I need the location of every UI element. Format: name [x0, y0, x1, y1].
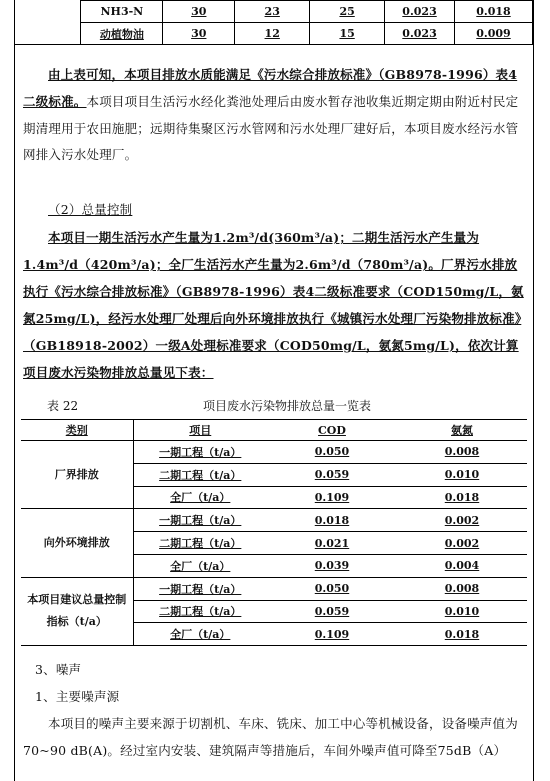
cod-cell: 0.050 [267, 577, 397, 600]
cell-value: 12 [235, 23, 310, 45]
category-cell: 厂界排放 [21, 441, 133, 509]
column-header: 项目 [133, 420, 267, 441]
item-cell: 全厂（t/a） [133, 486, 267, 509]
table-caption [15, 397, 533, 417]
table-row [21, 509, 527, 532]
category-cell: 向外环境排放 [21, 509, 133, 577]
ammonia-cell: 0.008 [397, 441, 527, 464]
table-number: 表 22 [47, 399, 79, 413]
cod-cell: 0.109 [267, 623, 397, 646]
ammonia-cell: 0.018 [397, 486, 527, 509]
table-row [21, 441, 527, 464]
item-cell: 二期工程（t/a） [133, 600, 267, 623]
cod-cell: 0.059 [267, 600, 397, 623]
cod-cell: 0.039 [267, 554, 397, 577]
cell-value: 23 [235, 1, 310, 23]
item-cell: 一期工程（t/a） [133, 509, 267, 532]
column-header: 氨氮 [397, 420, 527, 441]
item-cell: 二期工程（t/a） [133, 532, 267, 555]
noise-source-heading: 1、主要噪声源 [35, 689, 120, 704]
cell-value: 30 [163, 23, 235, 45]
cell-value: 0.009 [455, 23, 533, 45]
wastewater-total-table [21, 419, 527, 646]
table-title: 项目废水污染物排放总量一览表 [203, 399, 372, 413]
item-cell: 二期工程（t/a） [133, 463, 267, 486]
conclusion-paragraph [23, 62, 527, 169]
ammonia-cell: 0.004 [397, 554, 527, 577]
pollutant-name: NH3-N [81, 1, 163, 23]
ammonia-cell: 0.002 [397, 532, 527, 555]
ammonia-cell: 0.008 [397, 577, 527, 600]
table-row [15, 1, 533, 23]
ammonia-cell: 0.010 [397, 463, 527, 486]
cell-value: 30 [163, 1, 235, 23]
pollutant-name: 动植物油 [81, 23, 163, 45]
table-row [15, 23, 533, 45]
cod-cell: 0.059 [267, 463, 397, 486]
item-cell: 全厂（t/a） [133, 623, 267, 646]
pollutant-table-fragment [15, 0, 533, 45]
cod-cell: 0.109 [267, 486, 397, 509]
cell-value: 0.018 [455, 1, 533, 23]
noise-heading: 3、噪声 [35, 662, 82, 677]
item-cell: 一期工程（t/a） [133, 441, 267, 464]
cell-value: 25 [310, 1, 385, 23]
cell-value: 15 [310, 23, 385, 45]
ammonia-cell: 0.010 [397, 600, 527, 623]
ammonia-cell: 0.002 [397, 509, 527, 532]
column-header: COD [267, 420, 397, 441]
cod-cell: 0.021 [267, 532, 397, 555]
column-header: 类别 [21, 420, 133, 441]
item-cell: 全厂（t/a） [133, 554, 267, 577]
cell-value: 0.023 [385, 23, 455, 45]
noise-paragraph: 本项目的噪声主要来源于切割机、车床、铣床、加工中心等机械设备，设备噪声值为70~90 dB(A)。经过室内安装、建筑隔声等措施后，车间外噪声值可降至75dB（A） [23, 716, 518, 758]
category-cell: 本项目建议总量控制指标（t/a） [21, 577, 133, 645]
item-cell: 一期工程（t/a） [133, 577, 267, 600]
conclusion-rest: 本项目项目生活污水经化粪池处理后由废水暂存池收集近期定期由附近村民定期清理用于农田施肥；远期待集聚区污水管网和污水处理厂建好后，本项目废水经污水管网排入污水处理厂。 [23, 93, 519, 163]
total-control-heading: （2）总量控制 [48, 202, 133, 217]
document-page [14, 0, 534, 781]
cod-cell: 0.050 [267, 441, 397, 464]
conclusion-bold: 由上表可知，本项目排放水质能满足《污水综合排放标准》（GB8978-1996）表4 二级标准。 [23, 67, 518, 109]
cell-value: 0.023 [385, 1, 455, 23]
table-row [21, 577, 527, 600]
table-header-row [21, 420, 527, 441]
ammonia-cell: 0.018 [397, 623, 527, 646]
cod-cell: 0.018 [267, 509, 397, 532]
total-control-paragraph: 本项目一期生活污水产生量为1.2m³/d(360m³/a)；二期生活污水产生量为1.4m³/d（420m³/a)；全厂生活污水产生量为2.6m³/d（780m³/a)。厂界污水排放执行《污水综合排放标准》（GB8978-1996）表4二级标准要求（COD150mg/L，氨氮25mg/L)，经污水处理厂处理后向外环境排放执行《城镇污水处理厂污染物排放标准》（GB18918-2002）一级A处理标准要求（COD50mg/L，氨氮5mg/L)，依次计算项目废水污染物排放总量见下表： [23, 230, 524, 380]
